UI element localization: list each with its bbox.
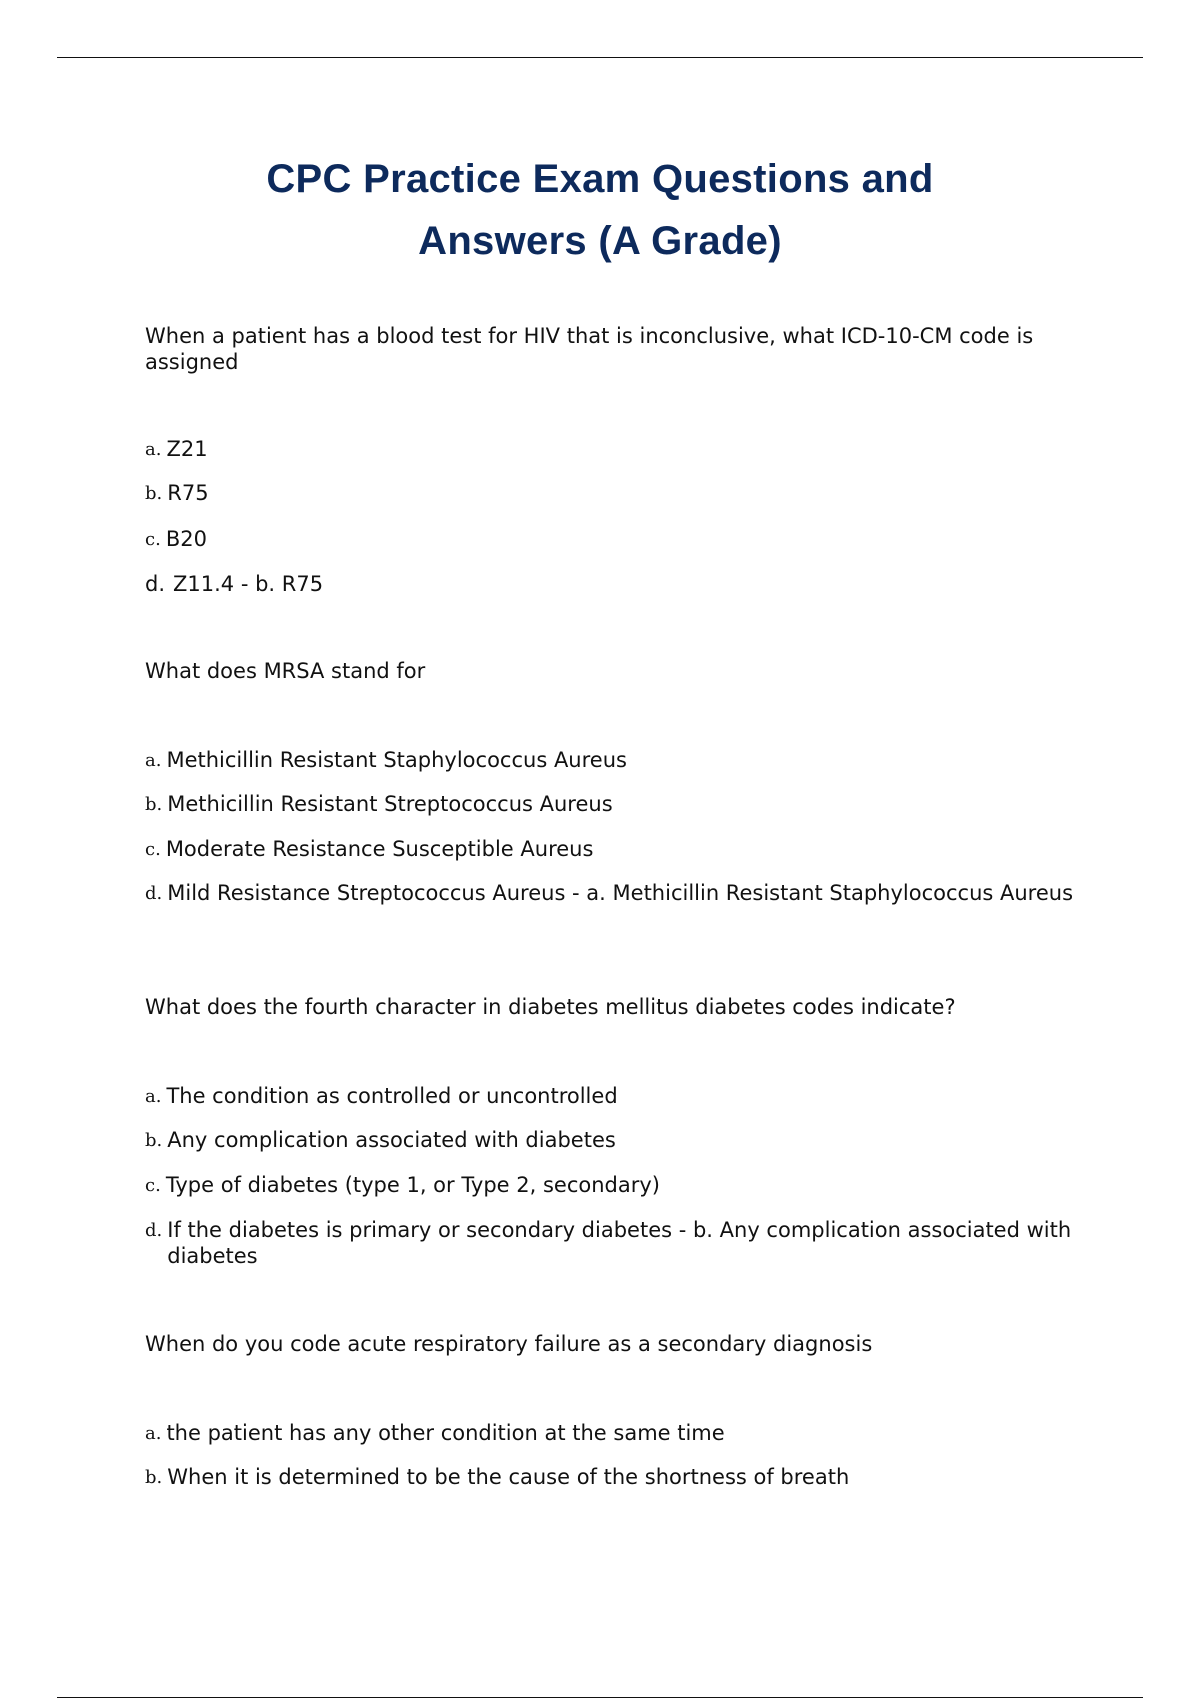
question-1-option-d bbox=[145, 571, 1095, 597]
option-letter: a. bbox=[145, 1086, 162, 1107]
question-2-option-b bbox=[145, 791, 1095, 819]
question-1-option-a bbox=[145, 436, 1095, 464]
question-2-option-d bbox=[145, 880, 1095, 908]
title-line-2: Answers (A Grade) bbox=[418, 219, 782, 263]
option-letter: a. bbox=[145, 750, 162, 771]
option-letter: c. bbox=[145, 839, 161, 860]
question-2-option-a bbox=[145, 747, 1095, 775]
question-2-text: What does MRSA stand for bbox=[145, 659, 426, 683]
option-letter: c. bbox=[145, 1175, 161, 1196]
option-letter: b. bbox=[145, 1467, 163, 1488]
option-text: Methicillin Resistant Streptococcus Aureus bbox=[167, 792, 613, 816]
question-3-option-b bbox=[145, 1127, 1095, 1155]
question-4-text: When do you code acute respiratory failure as a secondary diagnosis bbox=[145, 1332, 873, 1356]
option-letter: d. bbox=[145, 883, 163, 904]
option-text: Mild Resistance Streptococcus Aureus - a. Methicillin Resistant Staphylococcus Aureus bbox=[167, 881, 1074, 905]
option-text: When it is determined to be the cause of the shortness of breath bbox=[167, 1465, 850, 1489]
question-3-option-d bbox=[145, 1217, 1095, 1269]
document-title bbox=[57, 148, 1143, 272]
top-rule bbox=[57, 57, 1143, 58]
option-letter: b. bbox=[145, 483, 163, 504]
option-text: B20 bbox=[165, 527, 207, 551]
option-text: Z11.4 - b. R75 bbox=[173, 572, 324, 596]
question-1-option-c bbox=[145, 526, 1095, 554]
option-text: Z21 bbox=[166, 437, 208, 461]
option-text: The condition as controlled or uncontrolled bbox=[166, 1084, 618, 1108]
title-line-1: CPC Practice Exam Questions and bbox=[266, 157, 934, 201]
option-letter: b. bbox=[145, 794, 163, 815]
option-letter: b. bbox=[145, 1130, 163, 1151]
option-text: Methicillin Resistant Staphylococcus Aureus bbox=[166, 748, 627, 772]
question-2-option-c bbox=[145, 836, 1095, 864]
option-letter: a. bbox=[145, 439, 162, 460]
option-letter: c. bbox=[145, 529, 161, 550]
option-text: the patient has any other condition at the same time bbox=[166, 1421, 725, 1445]
option-letter: a. bbox=[145, 1423, 162, 1444]
question-1-text: When a patient has a blood test for HIV that is inconclusive, what ICD-10-CM code is assigned bbox=[145, 324, 1034, 374]
question-3-option-c bbox=[145, 1172, 1095, 1200]
option-text: Any complication associated with diabetes bbox=[167, 1128, 616, 1152]
option-letter: d. bbox=[145, 572, 166, 596]
option-letter: d. bbox=[145, 1220, 163, 1241]
option-text: Type of diabetes (type 1, or Type 2, secondary) bbox=[165, 1173, 660, 1197]
question-1-option-b bbox=[145, 480, 1095, 508]
bottom-rule bbox=[57, 1697, 1143, 1698]
option-text: R75 bbox=[167, 481, 209, 505]
question-3-option-a bbox=[145, 1083, 1095, 1111]
question-4-option-b bbox=[145, 1464, 1095, 1492]
question-4-option-a bbox=[145, 1420, 1095, 1448]
option-text: If the diabetes is primary or secondary diabetes - b. Any complication associated with diabetes bbox=[167, 1218, 1072, 1268]
question-3-text: What does the fourth character in diabetes mellitus diabetes codes indicate? bbox=[145, 995, 956, 1019]
option-text: Moderate Resistance Susceptible Aureus bbox=[165, 837, 594, 861]
